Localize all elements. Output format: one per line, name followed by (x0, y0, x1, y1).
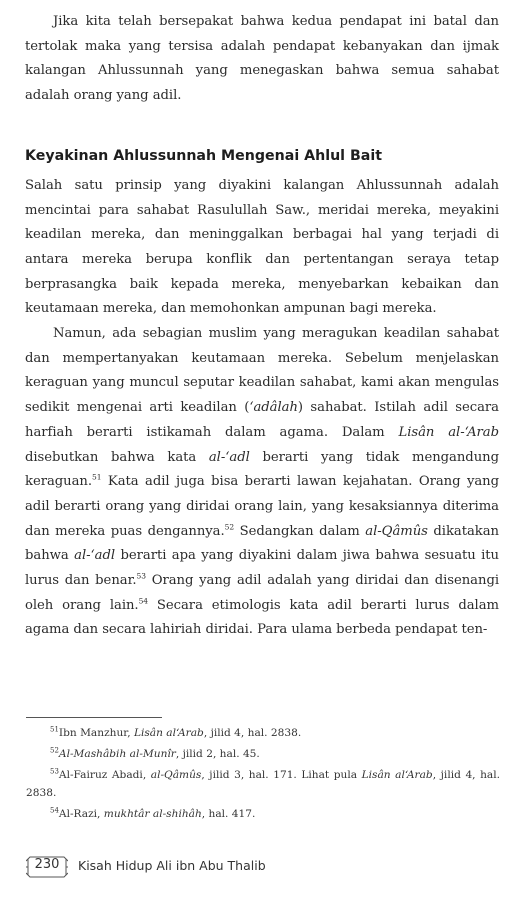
footnote-ref-53[interactable]: 53 (136, 571, 146, 581)
footnote-53: $^{53}$Al-Fairuz Abadi, al-Qâmûs, jilid 3, hal. 171. Lihat pula Lisân al‘Arab, jilid 4, hal. 2838. (26, 767, 501, 799)
footnote-ref-51[interactable]: 51 (92, 472, 102, 482)
footnote-ref-54[interactable]: 54 (138, 596, 149, 606)
footnote-52: $^{52}$Al-Mashâbih al-Munîr, jilid 2, hal. 45. (50, 746, 260, 760)
page-number: 230 (34, 857, 60, 872)
term-al-qamus: al-Qâmûs (365, 523, 428, 539)
footnote-divider (26, 717, 162, 718)
paragraph-1: Salah satu prinsip yang diyakini kalangan Ahlussunnah adalah mencintai para sahabat Rasulullah Saw., meridai mereka, meyakini keadilan mereka, dan meninggalkan berbagai hal yang terjadi di antara mereka berupa konflik dan pertentangan seraya tetap berprasangka baik kepada mereka, menyebarkan kebaikan dan keutamaan mereka, dan memohonkan ampunan bagi mereka. (25, 177, 499, 317)
paragraph-2: Namun, ada sebagian muslim yang meragukan keadilan sahabat dan mempertanyakan keutamaan mereka. Sebelum menjelaskan keraguan yang muncul seputar keadilan sahabat, kami akan mengulas sedikit mengenai arti keadilan (‘adâlah) sahabat. Istilah adil secara harfiah berarti istikamah dalam agama. Dalam Lisân al-‘Arab disebutkan bahwa kata al-‘adl berarti yang tidak mengandung keraguan.$^{51}$ Kata adil juga bisa berarti lawan kejahatan. Orang yang adil berarti orang yang diridai orang lain, yang kesaksiannya diterima dan mereka puas dengannya.$^{52}$ Sedangkan dalam al-Qâmûs dikatakan bahwa al-‘adl berarti apa yang diyakini dalam jiwa bahwa sesuatu itu lurus dan benar.$^{53}$ Orang yang adil adalah yang diridai dan disenangi oleh orang lain.$^{54}$ Secara etimologis kata adil berarti lurus dalam agama dan secara lahiriah diridai. Para ulama berbeda pendapat ten- (25, 326, 499, 638)
term-adalah: ‘adâlah (249, 400, 298, 416)
section-heading: Keyakinan Ahlussunnah Mengenai Ahlul Bait (25, 147, 383, 164)
term-al-adl: al-‘adl (208, 449, 250, 465)
footnote-ref-52[interactable]: 52 (224, 522, 235, 532)
term-lisan-al-arab: Lisân al-‘Arab (398, 424, 499, 440)
page-footer (26, 853, 326, 883)
term-al-adl-2: al-‘adl (74, 548, 116, 564)
footnote-51: $^{51}$Ibn Manzhur, Lisân al‘Arab, jilid 4, hal. 2838. (50, 725, 302, 739)
footnote-54: $^{54}$Al-Razi, mukhtâr al-shihâh, hal. 417. (50, 806, 256, 820)
page-content (25, 10, 499, 643)
intro-paragraph: Jika kita telah bersepakat bahwa kedua pendapat ini batal dan tertolak maka yang tersisa adalah pendapat kebanyakan dan ijmak kalangan Ahlussunnah yang menegaskan bahwa semua sahabat adalah orang yang adil. (25, 14, 499, 104)
book-title: Kisah Hidup Ali ibn Abu Thalib (78, 858, 266, 873)
